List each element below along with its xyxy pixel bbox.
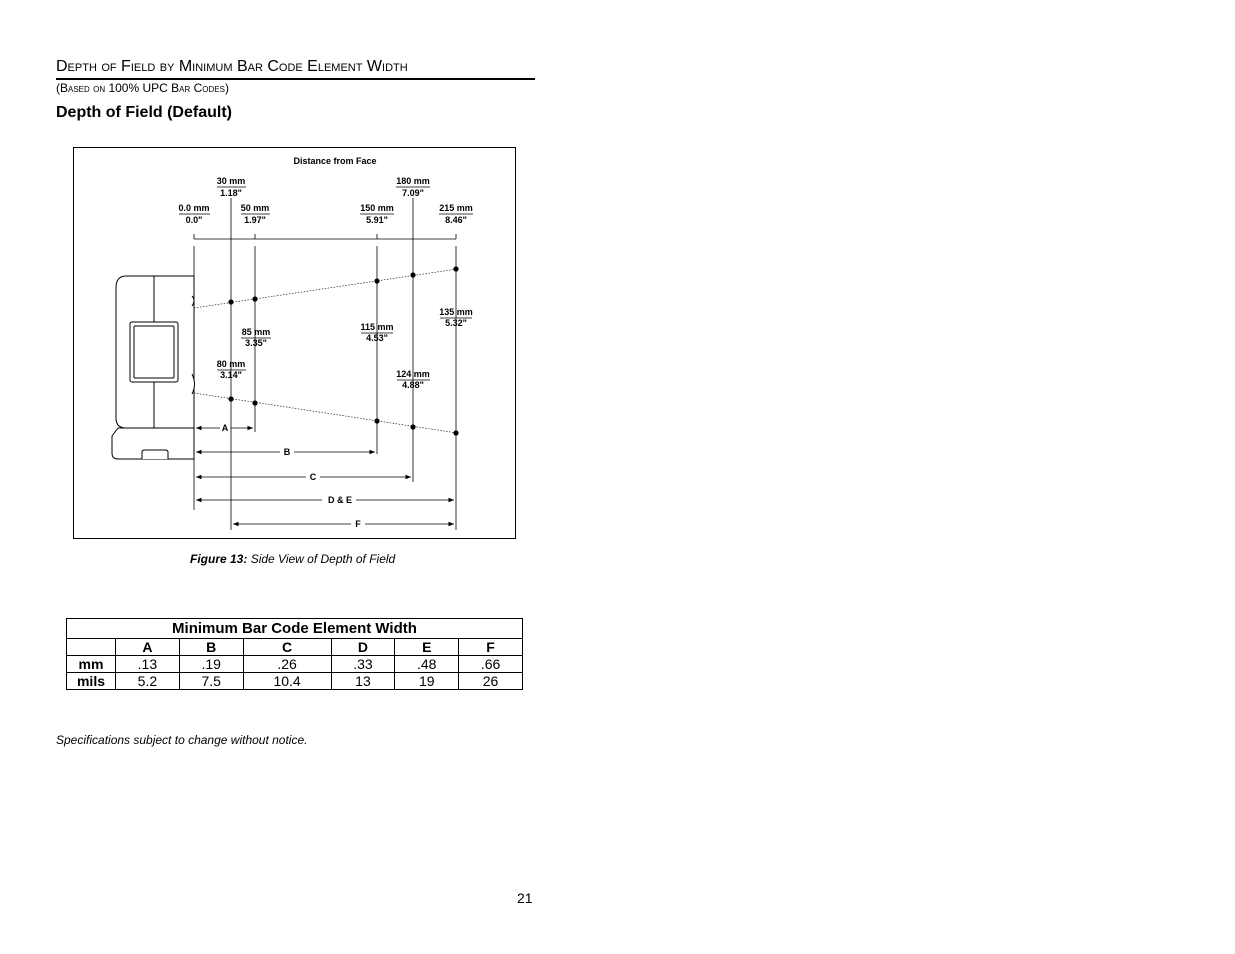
distance-50-mm: 50 mm [240, 203, 270, 213]
column-header: F [459, 639, 523, 656]
depth-points [228, 266, 458, 435]
distance-30-in: 1.18" [220, 188, 242, 198]
depth-of-field-diagram [73, 147, 516, 539]
specifications-notice: Specifications subject to change without notice. [56, 733, 308, 747]
element-width-table [66, 618, 523, 690]
width-85-in: 3.35" [245, 338, 267, 348]
table-row [67, 673, 523, 690]
figure-caption [190, 552, 395, 566]
range-c-label: C [309, 472, 317, 482]
column-header: C [243, 639, 331, 656]
distance-50-in: 1.97" [244, 215, 266, 225]
table-cell: .48 [395, 656, 459, 673]
table-cell: 19 [395, 673, 459, 690]
distance-30-mm: 30 mm [216, 176, 246, 186]
distance-215-in: 8.46" [445, 215, 467, 225]
page-number: 21 [517, 890, 533, 906]
width-115-mm: 115 mm [360, 322, 394, 332]
width-85-mm: 85 mm [241, 327, 271, 337]
table-header-row [67, 639, 523, 656]
diagram-svg [74, 148, 515, 538]
reference-line [194, 234, 456, 239]
width-124-in: 4.88" [402, 380, 424, 390]
distance-150-in: 5.91" [366, 215, 388, 225]
distance-0-mm: 0.0 mm [178, 203, 210, 213]
width-124-mm: 124 mm [396, 369, 430, 379]
width-115-in: 4.53" [366, 333, 388, 343]
distance-150-mm: 150 mm [360, 203, 394, 213]
heading: Depth of Field (Default) [56, 104, 232, 121]
table-cell: 7.5 [179, 673, 243, 690]
table-cell: .13 [116, 656, 180, 673]
row-header: mm [67, 656, 116, 673]
table-cell: 5.2 [116, 673, 180, 690]
table-cell: .19 [179, 656, 243, 673]
width-80-in: 3.14" [220, 370, 242, 380]
section-title: Depth of Field by Minimum Bar Code Element Width [56, 56, 535, 80]
column-header: D [331, 639, 395, 656]
table-cell: .33 [331, 656, 395, 673]
range-de-label: D & E [327, 495, 353, 505]
distance-from-face-label: Distance from Face [293, 156, 377, 166]
distance-180-in: 7.09" [402, 188, 424, 198]
column-header: B [179, 639, 243, 656]
table-cell: 13 [331, 673, 395, 690]
figure-caption-text: Side View of Depth of Field [247, 552, 396, 566]
table-cell: .66 [459, 656, 523, 673]
section-subtitle: (Based on 100% UPC Bar Codes) [56, 81, 229, 95]
width-135-in: 5.32" [445, 318, 467, 328]
column-header: E [395, 639, 459, 656]
distance-215-mm: 215 mm [439, 203, 473, 213]
scan-envelope [194, 269, 457, 433]
table-title: Minimum Bar Code Element Width [67, 619, 523, 639]
empty-header-cell [67, 639, 116, 656]
scanner-device [112, 276, 195, 459]
table-row [67, 656, 523, 673]
row-header: mils [67, 673, 116, 690]
distance-0-in: 0.0" [185, 215, 203, 225]
range-f-label: F [355, 519, 361, 529]
table-cell: .26 [243, 656, 331, 673]
table-cell: 26 [459, 673, 523, 690]
width-80-mm: 80 mm [216, 359, 246, 369]
column-header: A [116, 639, 180, 656]
distance-180-mm: 180 mm [396, 176, 430, 186]
width-135-mm: 135 mm [439, 307, 473, 317]
range-a-label: A [221, 423, 229, 433]
table-title-row [67, 619, 523, 639]
table-cell: 10.4 [243, 673, 331, 690]
figure-caption-label: Figure 13: [190, 552, 248, 566]
range-b-label: B [283, 447, 291, 457]
